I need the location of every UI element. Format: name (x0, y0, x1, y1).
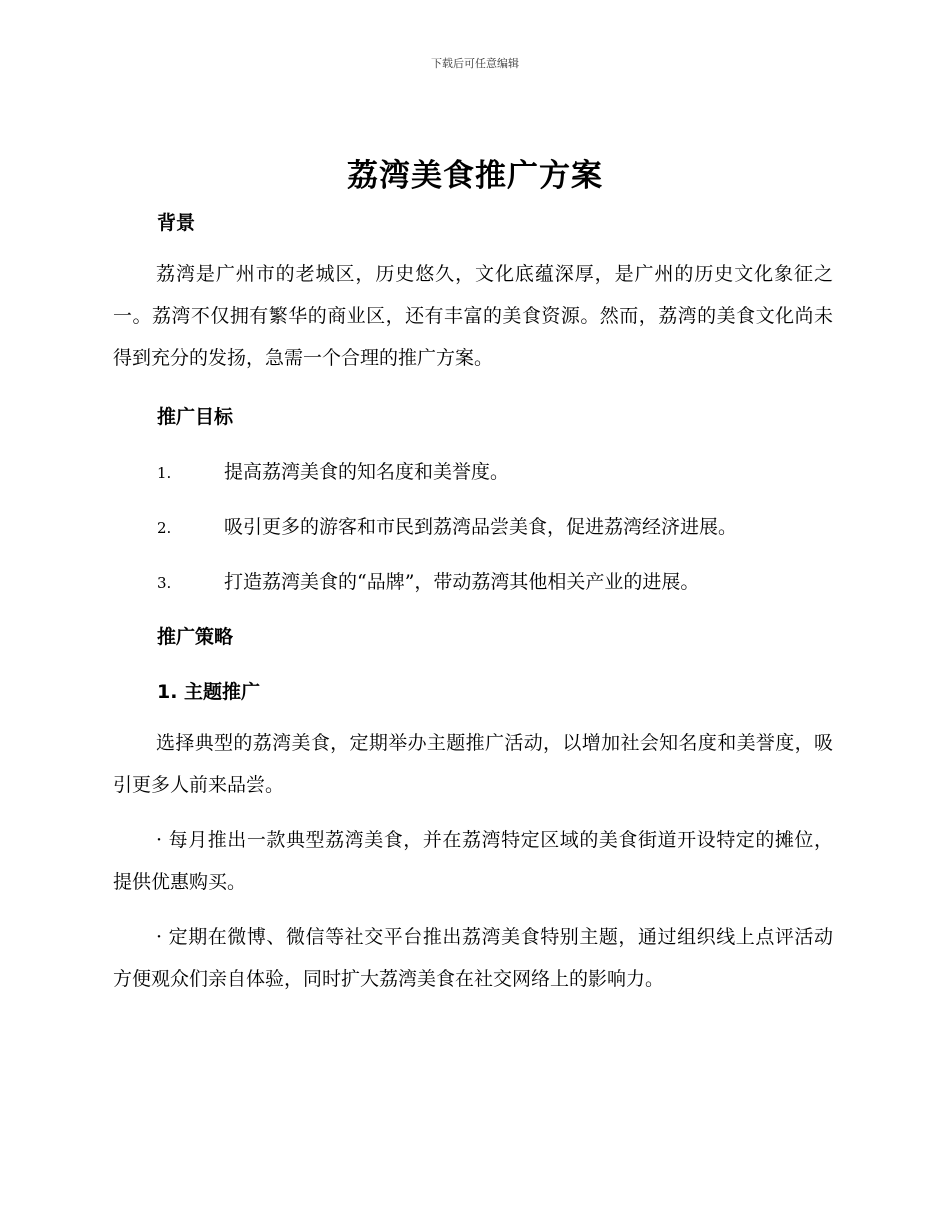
paragraph-strategy-2: · 每月推出一款典型荔湾美食，并在荔湾特定区域的美食街道开设特定的摊位，提供优惠购买。 (113, 829, 833, 893)
page-header: 下载后可任意编辑 (431, 57, 519, 70)
list-item (157, 512, 737, 539)
heading-background: 背景 (157, 212, 196, 234)
list-item (157, 457, 509, 484)
subheading-theme-promotion: 1. 主题推广 (157, 681, 261, 703)
list-item-text: 吸引更多的游客和市民到荔湾品尝美食，促进荔湾经济进展。 (224, 516, 738, 538)
heading-strategy: 推广策略 (157, 626, 234, 648)
paragraph-strategy-3: · 定期在微博、微信等社交平台推出荔湾美食特别主题，通过组织线上点评活动方便观众们亲自体验，同时扩大荔湾美食在社交网络上的影响力。 (113, 926, 833, 990)
list-item-number: 3. (157, 574, 172, 592)
list-item-number: 1. (157, 464, 172, 482)
heading-goals: 推广目标 (157, 406, 234, 428)
list-item-text: 打造荔湾美食的“品牌”，带动荔湾其他相关产业的进展。 (224, 571, 700, 593)
paragraph-background: 荔湾是广州市的老城区，历史悠久，文化底蕴深厚，是广州的历史文化象征之一。荔湾不仅拥有繁华的商业区，还有丰富的美食资源。然而，荔湾的美食文化尚未得到充分的发扬，急需一个合理的推广方案。 (113, 263, 833, 369)
list-item (157, 567, 699, 594)
document-title: 荔湾美食推广方案 (347, 158, 603, 194)
paragraph-strategy-1: 选择典型的荔湾美食，定期举办主题推广活动，以增加社会知名度和美誉度，吸引更多人前来品尝。 (113, 732, 833, 796)
list-item-number: 2. (157, 519, 172, 537)
list-item-text: 提高荔湾美食的知名度和美誉度。 (224, 461, 510, 483)
